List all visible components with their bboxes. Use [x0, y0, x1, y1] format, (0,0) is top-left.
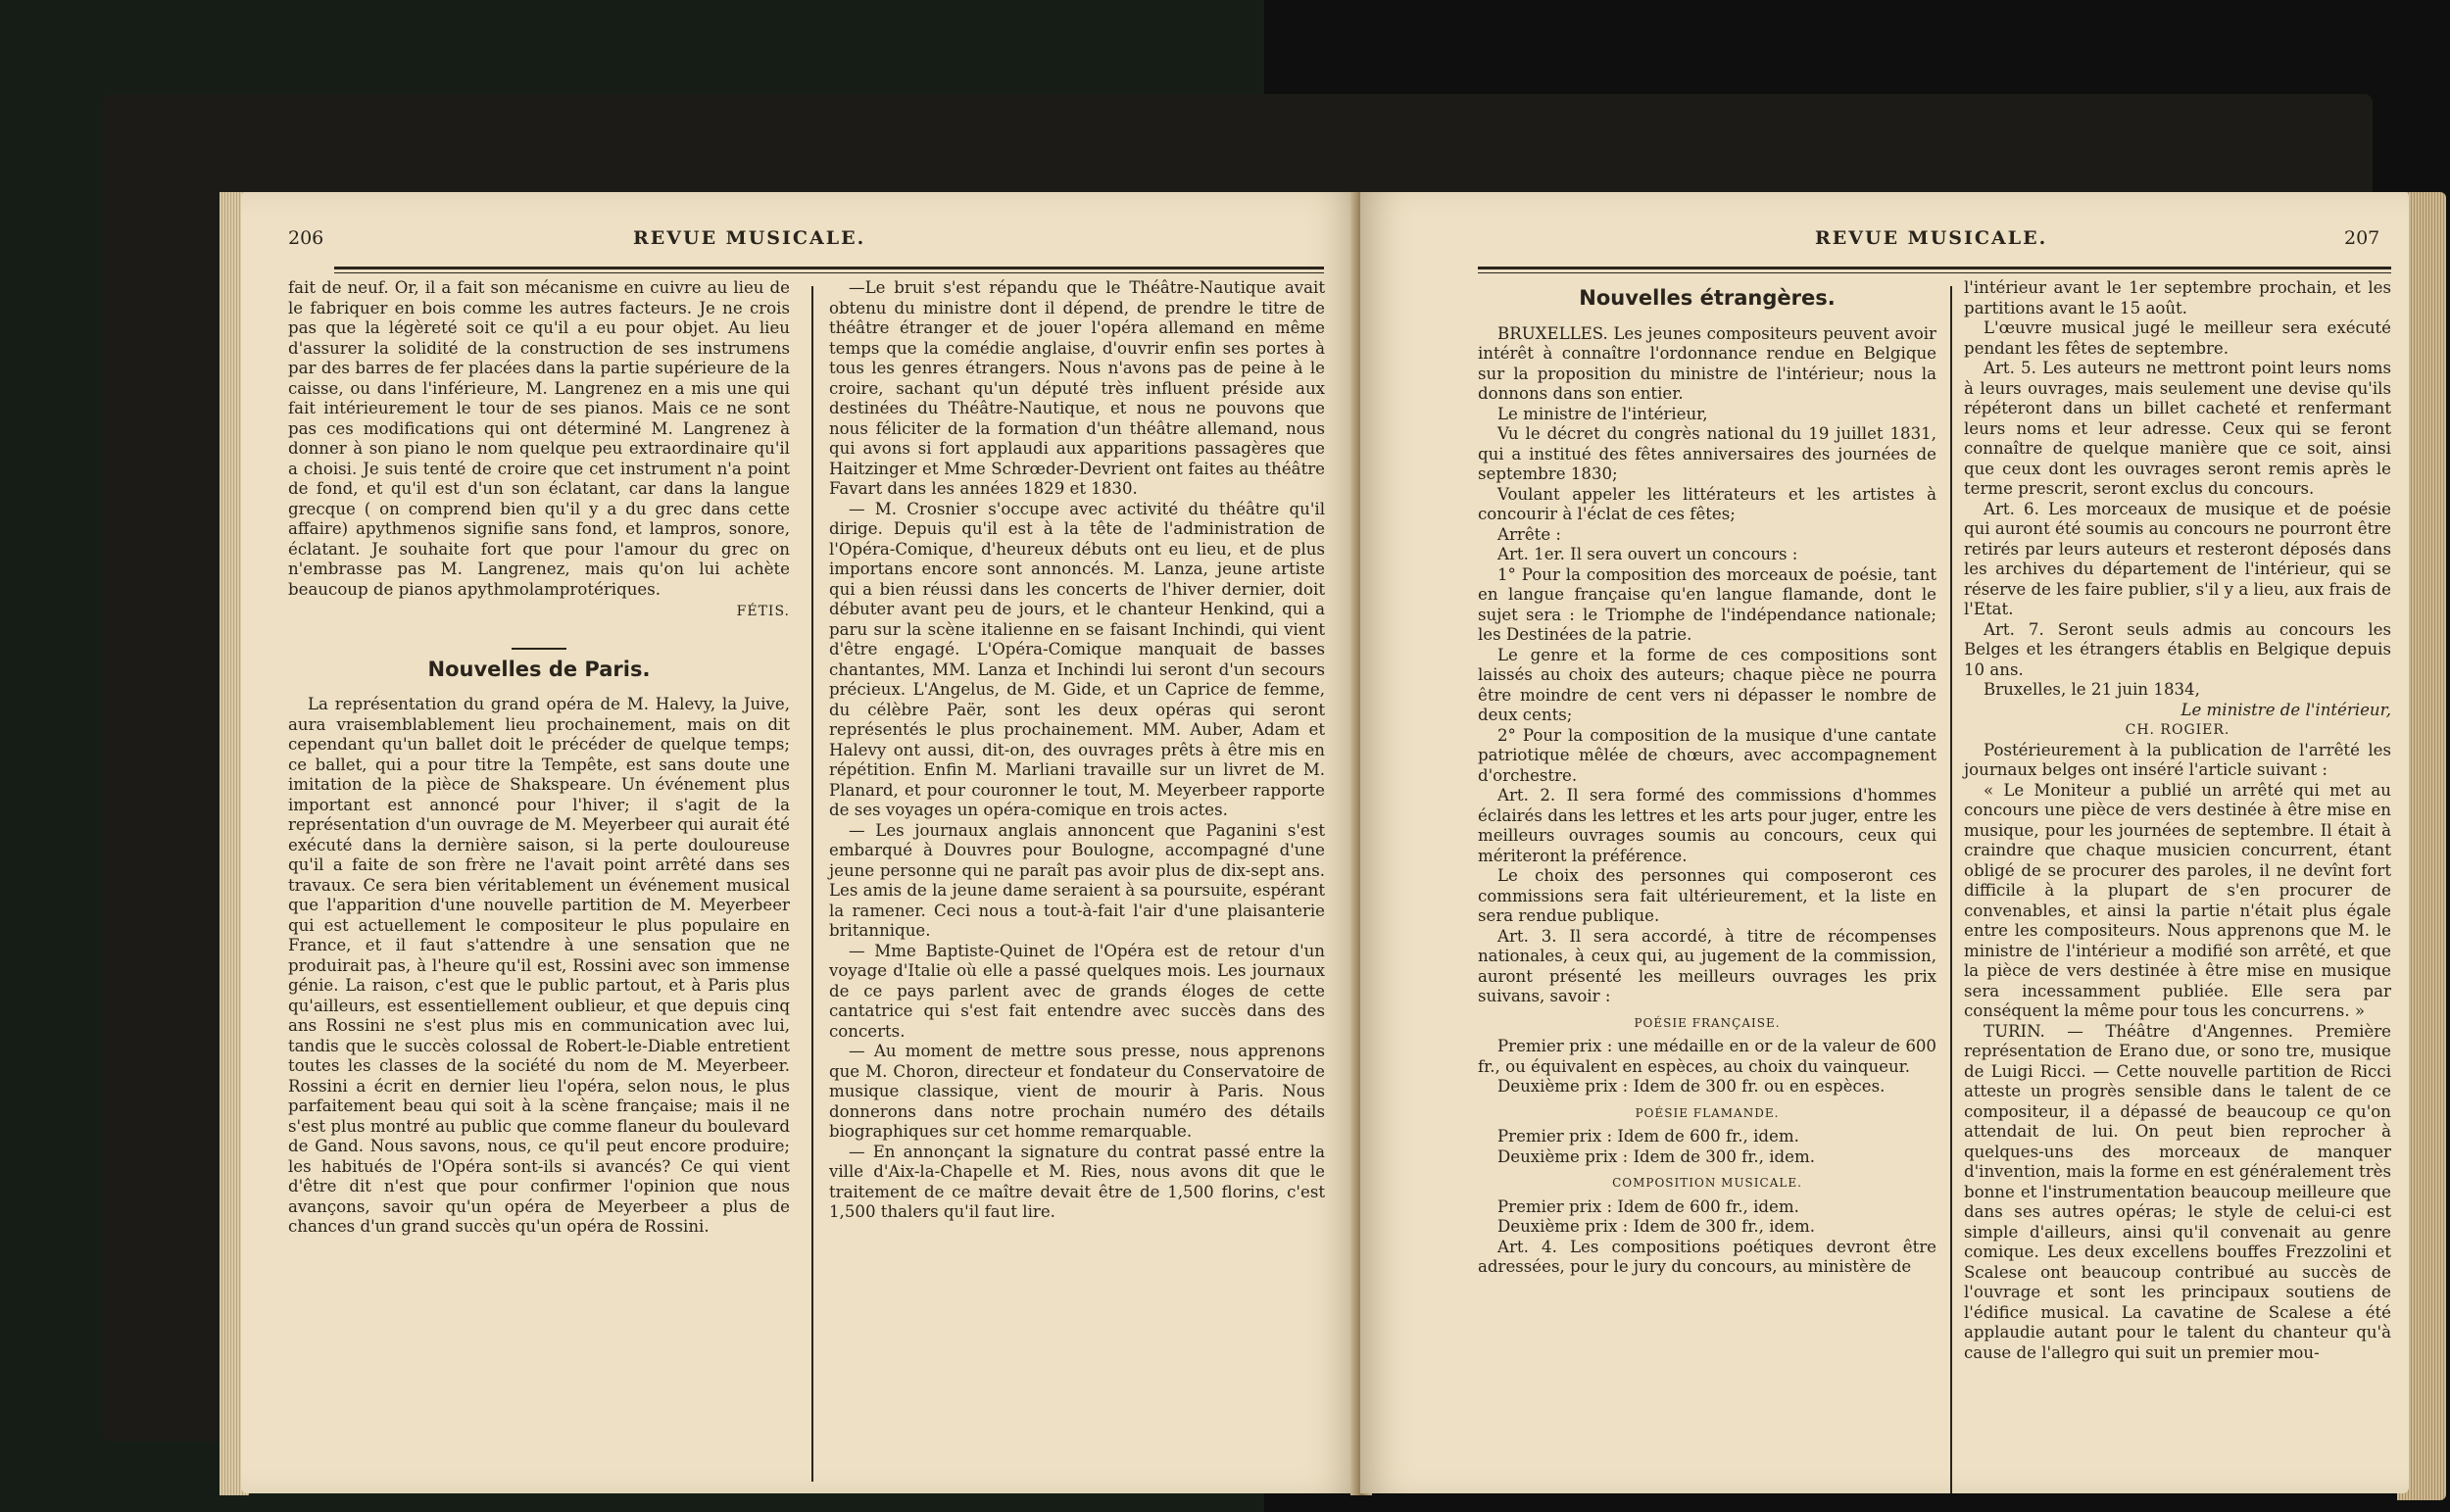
paragraph: TURIN. — Théâtre d'Angennes. Première représentation de Erano due, or sono tre, musique de Luigi Ricci. — Cette nouvelle partition de Ricci atteste un progrès sensible dans le talent de ce compositeur, il a dépassé de beaucoup ce qu'on attendait de lui. On peut bien reprocher à quelques-uns des morceaux de manquer d'invention, mais la forme en est généralement très bonne et l'instrumentation beaucoup meilleure que dans ses autres opéras; le style de celui-ci est simple d'ailleurs, ainsi qu'il convenait au genre comique. Les deux excellens bouffes Frezzolini et Scalese ont beaucoup contribué au succès de l'ouvrage et sont les principaux soutiens de l'édifice musical. La cavatine de Scalese a été applaudie autant pour le talent du chanteur qu'à cause de l'allegro qui suit un premier mou-	[1964, 1021, 2391, 1362]
paragraph: Postérieurement à la publication de l'arrêté les journaux belges ont inséré l'article suivant :	[1964, 740, 2391, 779]
page-number: 207	[2344, 227, 2380, 249]
paragraph: 1° Pour la composition des morceaux de poésie, tant en langue française qu'en langue flamande, dont le sujet sera : le Triomphe de l'indépendance nationale; les Destinées de la patrie.	[1478, 564, 1936, 644]
right-column-2	[1964, 278, 2391, 1363]
page-number: 206	[288, 227, 324, 249]
paragraph: Art. 5. Les auteurs ne mettront point leurs noms à leurs ouvrages, mais seulement une devise qu'ils répéteront dans un billet cacheté et renfermant leurs noms et leur adresse. Ceux qui se feront connaître de quelque manière que ce soit, ainsi que ceux dont les ouvrages seront remis après le terme prescrit, seront exclus du concours.	[1964, 359, 2391, 498]
paragraph: Le genre et la forme de ces compositions sont laissés au choix des auteurs; chaque pièce ne pourra être moindre de cent vers ni dépasser le nombre de deux cents;	[1478, 645, 1936, 724]
right-page	[1360, 192, 2409, 1493]
paragraph: — Mme Baptiste-Quinet de l'Opéra est de retour d'un voyage d'Italie où elle a passé quelques mois. Les journaux de ce pays parlent avec de grands éloges de cette cantatrice qui s'est fait entendre avec succès dans des concerts.	[829, 941, 1325, 1041]
paragraph: fait de neuf. Or, il a fait son mécanisme en cuivre au lieu de le fabriquer en bois comme les autres facteurs. Je ne crois pas que la légèreté soit ce qu'il a eu pour objet. Au lieu d'assurer la solidité de la construction de ses instrumens par des barres de fer placées dans la partie supérieure de la caisse, ou dans l'inférieure, M. Langrenez en a mis une qui fait intérieurement le tour de ses pianos. Mais ce ne sont pas ces modifications qui ont déterminé M. Langrenez à donner à son piano le nom quelque peu extraordinaire qu'il a choisi. Je suis tenté de croire que cet instrument n'a point de fond, et qu'il est d'un son éclatant, car dans la langue grecque ( on comprend bien qu'il y a du grec dans cette affaire) apythmenos signifie sans fond, et lampros, sonore, éclatant. Je souhaite fort que pour l'amour du grec on n'embrasse pas M. Langrenez, mais qu'on lui achète beaucoup de pianos apythmolamprotériques.	[288, 278, 790, 599]
paragraph: Le ministre de l'intérieur,	[1497, 404, 1708, 423]
column-divider	[1950, 286, 1952, 1493]
paragraph: — Les journaux anglais annoncent que Paganini s'est embarqué à Douvres pour Boulogne, accompagné d'une jeune personne qui ne paraît pas avoir plus de dix-sept ans. Les amis de la jeune dame seraient à sa poursuite, espérant la ramener. Ceci nous a tout-à-fait l'air d'une plaisanterie britannique.	[829, 820, 1325, 940]
header-rule	[334, 267, 1324, 273]
paragraph: « Le Moniteur a publié un arrêté qui met au concours une pièce de vers destinée à être mise en musique, pour les journées de septembre. Il était à craindre que chaque musicien concurrent, étant obligé de se procurer des paroles, il ne devînt fort difficile à la plupart de s'en procurer de convenables, et ainsi la partie n'était plus égale entre les compositeurs. Nous apprenons que M. le ministre de l'intérieur a modifié son arrêté, et que la pièce de vers destinée à être mise en musique sera incessamment publiée. Elle sera par conséquent la même pour tous les concurrens. »	[1964, 780, 2391, 1020]
paragraph: Voulant appeler les littérateurs et les artistes à concourir à l'éclat de ces fêtes;	[1478, 484, 1936, 523]
right-column-1	[1478, 278, 1936, 1278]
running-head: REVUE MUSICALE.	[633, 227, 866, 249]
section-title: Nouvelles de Paris.	[427, 657, 651, 681]
paragraph: — M. Crosnier s'occupe avec activité du théâtre qu'il dirige. Depuis qu'il est à la tête de l'administration de l'Opéra-Comique, d'heureux débuts ont eu lieu, et de plus importans encore sont annoncés. M. Lanza, jeune artiste qui a bien réussi dans les concerts de l'hiver dernier, doit débuter avant peu de jours, et le chanteur Henkind, qui a paru sur la scène italienne en se faisant Inchindi, qui vient d'être engagé. L'Opéra-Comique manquait de basses chantantes, MM. Lanza et Inchindi lui seront d'un secours précieux. L'Angelus, de M. Gide, et un Caprice de femme, du célèbre Paër, sont les deux opéras qui seront représentés le plus prochainement. MM. Auber, Adam et Halevy ont aussi, dit-on, des ouvrages prêts à être mis en répétition. Enfin M. Marliani travaille sur un livret de M. Planard, et pour couronner le tout, M. Meyerbeer rapporte de ses voyages un opéra-comique en trois actes.	[829, 499, 1325, 819]
paragraph: — En annonçant la signature du contrat passé entre la ville d'Aix-la-Chapelle et M. Ries, nous avons dit que le traitement de ce maître devait être de 1,500 florins, c'est 1,500 thalers qu'il faut lire.	[829, 1142, 1325, 1221]
header-rule	[1478, 267, 2391, 273]
minister-name: CH. ROGIER.	[2125, 722, 2230, 738]
paragraph: — Au moment de mettre sous presse, nous apprenons que M. Choron, directeur et fondateur du Conservatoire de musique classique, vient de mourir à Paris. Nous donnerons dans notre prochain numéro des détails biographiques sur cet homme remarquable.	[829, 1042, 1325, 1141]
paragraph: Art. 1er. Il sera ouvert un concours :	[1497, 545, 1798, 563]
paragraph: l'intérieur avant le 1er septembre prochain, et les partitions avant le 15 août.	[1964, 278, 2391, 317]
prize-heading: COMPOSITION MUSICALE.	[1612, 1176, 1802, 1190]
section-title: Nouvelles étrangères.	[1579, 286, 1836, 310]
left-column-1	[288, 278, 790, 1238]
prize-line: Deuxième prix : Idem de 300 fr., idem.	[1497, 1217, 1815, 1236]
prize-heading: POÉSIE FRANÇAISE.	[1634, 1015, 1781, 1030]
dateline: Bruxelles, le 21 juin 1834,	[1984, 680, 2200, 699]
paragraph: L'œuvre musical jugé le meilleur sera exécuté pendant les fêtes de septembre.	[1964, 318, 2391, 358]
separator-rule	[512, 648, 566, 650]
open-book	[104, 94, 2391, 1441]
column-divider	[811, 286, 813, 1482]
signature: FÉTIS.	[736, 604, 790, 619]
paragraph: Art. 6. Les morceaux de musique et de poésie qui auront été soumis au concours ne pourront être retirés par leurs auteurs et resteront déposés dans les archives du département de l'intérieur, qui se réserve de les faire publier, s'il y a lieu, aux frais de l'Etat.	[1964, 499, 2391, 618]
prize-line: Premier prix : Idem de 600 fr., idem.	[1497, 1127, 1799, 1146]
paragraph: Le choix des personnes qui composeront ces commissions sera fait ultérieurement, et la liste en sera rendue publique.	[1478, 866, 1936, 925]
paragraph: BRUXELLES. Les jeunes compositeurs peuvent avoir intérêt à connaître l'ordonnance rendue en Belgique sur la proposition du ministre de l'intérieur; nous la donnons dans son entier.	[1478, 323, 1936, 403]
paragraph: La représentation du grand opéra de M. Halevy, la Juive, aura vraisemblablement lieu prochainement, mais on dit cependant qu'un ballet doit le précéder de quelque temps; ce ballet, qui a pour titre la Tempête, est sans doute une imitation de la pièce de Shakspeare. Un événement plus important est annoncé pour l'hiver; il s'agit de la représentation d'un ouvrage de M. Meyerbeer qui aurait été exécuté dans la dernière saison, si la perte douloureuse qu'il a faite de son frère ne l'avait point arrêté dans ses travaux. Ce sera bien véritablement un événement musical que l'apparition d'une nouvelle partition de M. Meyerbeer qui est actuellement le compositeur le plus populaire en France, et il faut s'attendre à une sensation que ne produirait pas, à l'heure qu'il est, Rossini avec son immense génie. La raison, c'est que le public partout, et à Paris plus qu'ailleurs, est essentiellement oublieur, et que depuis cinq ans Rossini ne s'est plus mis en communication avec lui, tandis que le succès colossal de Robert-le-Diable entretient toutes les classes de la société du nom de M. Meyerbeer. Rossini a écrit en dernier lieu l'opéra, selon nous, le plus parfaitement beau qui soit à la scène française; mais il ne s'est plus montré au public que comme flaneur du boulevard de Gand. Nous savons, nous, ce qu'il peut encore produire; les habitués de l'Opéra sont-ils si avancés? Ce qui vient d'être dit n'est que pour confirmer l'opinion que nous avançons, savoir qu'un opéra de Meyerbeer a plus de chances d'un grand succès qu'un opéra de Rossini.	[288, 695, 790, 1236]
prize-line: Premier prix : Idem de 600 fr., idem.	[1497, 1196, 1799, 1216]
paragraph: Arrête :	[1497, 524, 1562, 544]
left-page	[241, 192, 1358, 1493]
paragraph: Vu le décret du congrès national du 19 juillet 1831, qui a institué des fêtes anniversaires des journées de septembre 1830;	[1478, 424, 1936, 483]
prize-line: Deuxième prix : Idem de 300 fr., idem.	[1497, 1146, 1815, 1166]
running-head: REVUE MUSICALE.	[1815, 227, 2048, 249]
paragraph: Art. 4. Les compositions poétiques devront être adressées, pour le jury du concours, au ministère de	[1478, 1237, 1936, 1276]
prize-heading: POÉSIE FLAMANDE.	[1635, 1105, 1780, 1120]
prize-line: Premier prix : une médaille en or de la valeur de 600 fr., ou équivalent en espèces, au choix du vainqueur.	[1478, 1037, 1936, 1076]
paragraph: 2° Pour la composition de la musique d'une cantate patriotique mêlée de chœurs, avec accompagnement d'orchestre.	[1478, 725, 1936, 785]
paragraph: Art. 7. Seront seuls admis au concours les Belges et les étrangers établis en Belgique depuis 10 ans.	[1964, 619, 2391, 679]
paragraph: —Le bruit s'est répandu que le Théâtre-Nautique avait obtenu du ministre dont il dépend, de prendre le titre de théâtre étranger et de jouer l'opéra allemand en même temps que la comédie anglaise, d'ouvrir enfin ses portes à tous les genres étrangers. Nous n'avons pas de peine à le croire, sachant qu'un député très influent préside aux destinées du Théâtre-Nautique, et nous ne pouvons que nous féliciter de la formation d'un théâtre allemand, nous qui avons si fort applaudi aux apparitions passagères que Haitzinger et Mme Schrœder-Devrient ont faites au théâtre Favart dans les années 1829 et 1830.	[829, 278, 1325, 498]
paragraph: Art. 2. Il sera formé des commissions d'hommes éclairés dans les lettres et les arts pour juger, entre les meilleurs ouvrages soumis au concours, ceux qui mériteront la préférence.	[1478, 786, 1936, 865]
left-column-2	[829, 278, 1325, 1223]
minister-title: Le ministre de l'intérieur,	[2180, 700, 2391, 719]
paragraph: Art. 3. Il sera accordé, à titre de récompenses nationales, à ceux qui, au jugement de la commission, auront présenté les meilleurs ouvrages les prix suivans, savoir :	[1478, 926, 1936, 1005]
prize-line: Deuxième prix : Idem de 300 fr. ou en espèces.	[1497, 1077, 1886, 1096]
